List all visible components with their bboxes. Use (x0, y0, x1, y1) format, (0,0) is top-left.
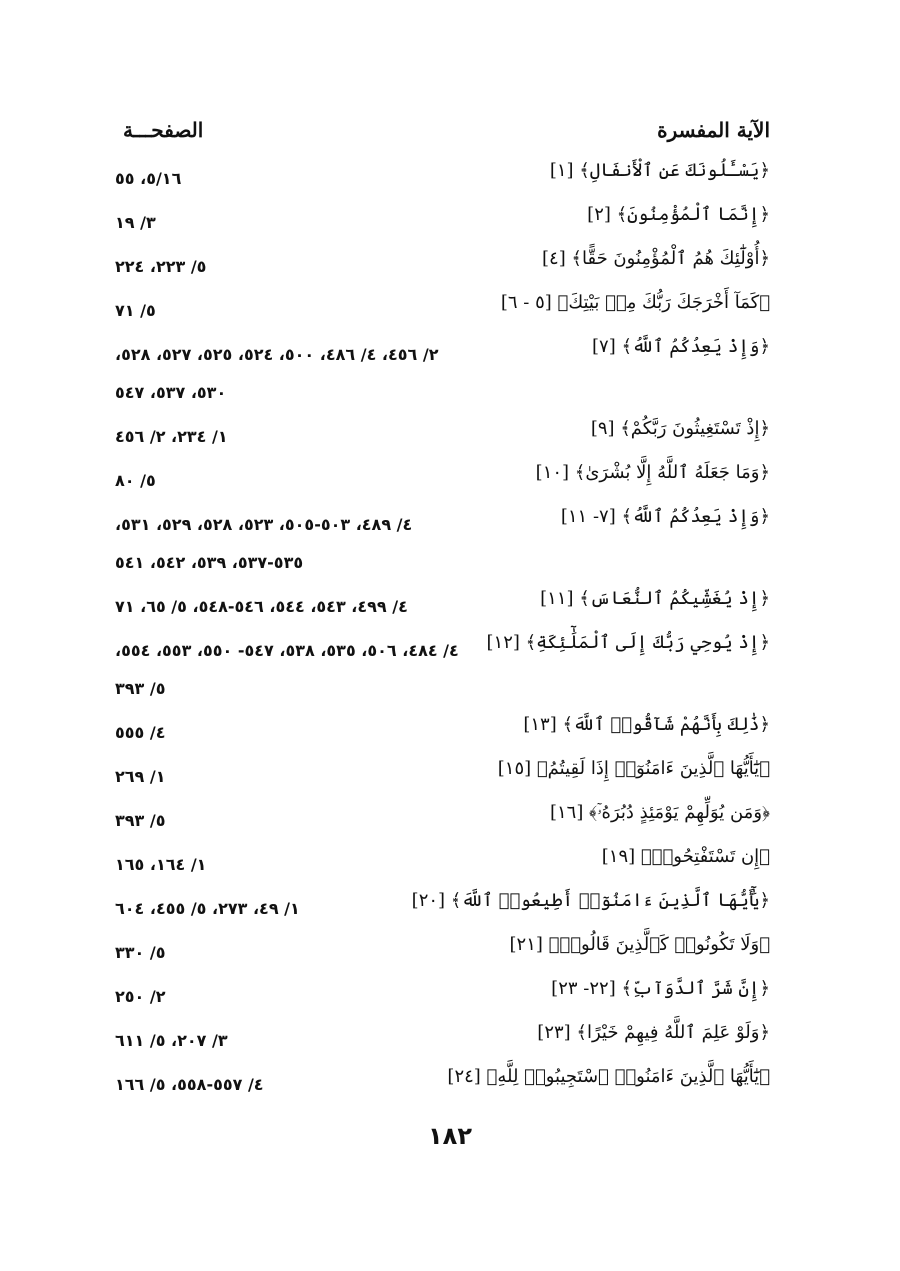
verse-reference: ﴿وَمَن يُوَلِّهِمْ يَوْمَئِذٍ دُبُرَهُۥٓ﴾ [١٦] (549, 802, 770, 823)
verse-reference: ﴿إِنَّ شَرَّ ٱلدَّوَآبِّ﴾ [٢٢- ٢٣] (551, 978, 770, 999)
table-row (115, 844, 770, 888)
verse-reference: ﴿إِن تَسْتَفْتِحُوا۟﴾ [١٩] (601, 846, 770, 867)
page-references: ٥/ ٣٣٠ (115, 943, 166, 962)
verse-reference: ﴿وَإِذْ يَعِدُكُمُ ٱللَّهُ﴾ [٧] (592, 336, 770, 357)
page-references: ٤/ ٤٨٩، ٥٠٣-٥٠٥، ٥٢٣، ٥٢٨، ٥٢٩، ٥٣١، ٥٣٥-٥٣٧، ٥٣٩، ٥٤٢، ٥٤١ (115, 515, 413, 572)
page-references: ٣/ ١٩ (115, 213, 156, 232)
verse-column-heading: الآية المفسرة (657, 118, 770, 142)
verse-reference: ﴿وَمَا جَعَلَهُ ٱللَّهُ إِلَّا بُشْرَىٰ﴾ [١٠] (535, 462, 770, 483)
verse-reference: ﴿يَٰٓأَيُّهَا ٱلَّذِينَ ءَامَنُوٓا۟ أَطِيعُوا۟ ٱللَّهَ﴾ [٢٠] (411, 890, 770, 911)
page-references: ٤/ ٥٥٧-٥٥٨، ٥/ ١٦٦ (115, 1075, 264, 1094)
table-row (115, 246, 770, 290)
verse-reference: ﴿إِذْ يُوحِي رَبُّكَ إِلَى ٱلْمَلَٰٓئِكَةِ﴾ [١٢] (486, 632, 770, 653)
table-row (115, 888, 770, 932)
page-references: ١/ ١٦٤، ١٦٥ (115, 855, 207, 874)
table-row (115, 800, 770, 844)
verse-reference: ﴿وَإِذْ يَعِدُكُمُ ٱللَّهُ﴾ [٧- ١١] (560, 506, 770, 527)
page-references: ١/ ٢٦٩ (115, 767, 166, 786)
table-header (115, 118, 770, 154)
page-references: ٥/ ٧١ (115, 301, 156, 320)
verse-reference: ﴿أُوْلَٰٓئِكَ هُمُ ٱلْمُؤْمِنُونَ حَقًّا﴾ [٤] (541, 248, 770, 269)
table-row (115, 158, 770, 202)
table-row (115, 416, 770, 460)
page-references: ٥/ ٨٠ (115, 471, 156, 490)
verse-reference: ﴿يَسْـَٔلُونَكَ عَنِ ٱلْأَنفَالِ﴾ [١] (549, 160, 770, 181)
table-row (115, 334, 770, 416)
page-references: ٥/ ٣٩٣ (115, 811, 166, 830)
page-references: ٤/ ٥٥٥ (115, 723, 166, 742)
table-row (115, 756, 770, 800)
page-references: ١/ ٤٩، ٢٧٣، ٥/ ٤٥٥، ٦٠٤ (115, 899, 300, 918)
verse-reference: ﴿ذَٰلِكَ بِأَنَّهُمْ شَآقُّوا۟ ٱللَّهَ﴾ [١٣] (523, 714, 770, 735)
table-row (115, 586, 770, 630)
table-row (115, 460, 770, 504)
page-number: ١٨٢ (428, 1122, 472, 1150)
table-row (115, 932, 770, 976)
verse-reference: ﴿إِذْ يُغَشِّيكُمُ ٱلنُّعَاسَ﴾ [١١] (540, 588, 770, 609)
table-row (115, 290, 770, 334)
verse-reference: ﴿كَمَآ أَخْرَجَكَ رَبُّكَ مِنۢ بَيْتِكَ﴾ [٥ - ٦] (500, 292, 770, 313)
table-row (115, 1064, 770, 1108)
table-row (115, 976, 770, 1020)
page-references: ١/ ٢٣٤، ٢/ ٤٥٦ (115, 427, 228, 446)
page-references: ٤/ ٤٨٤، ٥٠٦، ٥٣٥، ٥٣٨، ٥٤٧- ٥٥٠، ٥٥٣، ٥٥٤، ٥/ ٣٩٣ (115, 641, 459, 698)
table-row (115, 1020, 770, 1064)
verse-reference: ﴿يَٰٓأَيُّهَا ٱلَّذِينَ ءَامَنُوا۟ ٱسْتَجِيبُوا۟ لِلَّهِ﴾ [٢٤] (447, 1066, 770, 1087)
table-row (115, 202, 770, 246)
page-column-heading: الصفحـــة (123, 118, 204, 142)
page-references: ٤/ ٤٩٩، ٥٤٣، ٥٤٤، ٥٤٦-٥٤٨، ٥/ ٦٥، ٧١ (115, 597, 408, 616)
page-references: ٣/ ٢٠٧، ٥/ ٦١١ (115, 1031, 228, 1050)
page-references: ٥/١٦، ٥٥ (115, 169, 182, 188)
page-references: ٢/ ٤٥٦، ٤/ ٤٨٦، ٥٠٠، ٥٢٤، ٥٢٥، ٥٢٧، ٥٢٨، ٥٣٠، ٥٣٧، ٥٤٧ (115, 345, 439, 402)
page-references: ٢/ ٢٥٠ (115, 987, 166, 1006)
table-row (115, 504, 770, 586)
verse-reference: ﴿إِذْ تَسْتَغِيثُونَ رَبَّكُمْ﴾ [٩] (590, 418, 770, 439)
verse-reference: ﴿وَلَوْ عَلِمَ ٱللَّهُ فِيهِمْ خَيْرًا﴾ [٢٣] (537, 1022, 770, 1043)
index-table (115, 158, 770, 1108)
verse-reference: ﴿إِنَّمَا ٱلْمُؤْمِنُونَ﴾ [٢] (587, 204, 770, 225)
table-row (115, 630, 770, 712)
verse-reference: ﴿وَلَا تَكُونُوا۟ كَٱلَّذِينَ قَالُوا۟﴾ [٢١] (509, 934, 770, 955)
page-references: ٥/ ٢٢٣، ٢٢٤ (115, 257, 207, 276)
verse-reference: ﴿يَٰٓأَيُّهَا ٱلَّذِينَ ءَامَنُوٓا۟ إِذَا لَقِيتُمُ﴾ [١٥] (497, 758, 770, 779)
table-row (115, 712, 770, 756)
